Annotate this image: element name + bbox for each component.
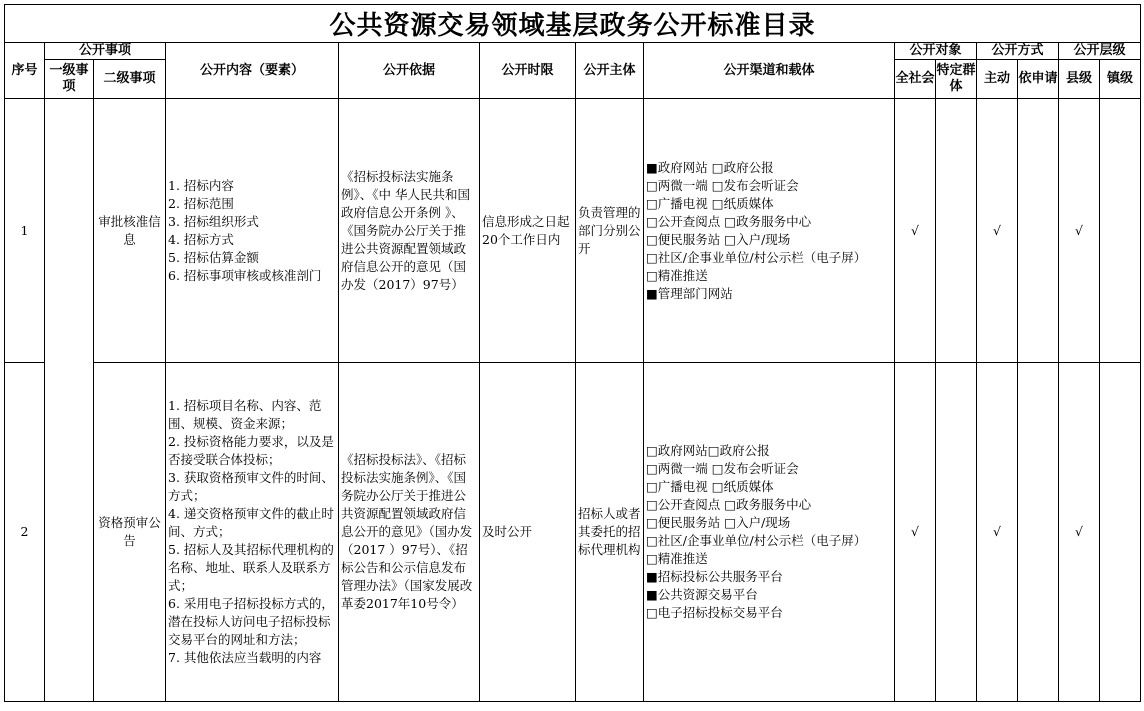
header-matters: 公开事项 xyxy=(45,43,166,60)
check-method-request xyxy=(1018,363,1059,702)
check-method-request xyxy=(1018,99,1059,363)
header-target-group: 特定群体 xyxy=(936,60,977,99)
header-subject: 公开主体 xyxy=(576,43,644,99)
check-target-group xyxy=(936,99,977,363)
content-line: 2. 投标资格能力要求，以及是否接受联合体投标； xyxy=(168,434,334,467)
channel-line: □广播电视 □纸质媒体 xyxy=(646,195,774,211)
header-method: 公开方式 xyxy=(977,43,1059,60)
channel-line: ■政府网站 □政府公报 xyxy=(646,159,774,175)
content-line: 7. 其他依法应当载明的内容 xyxy=(168,650,322,665)
content-line: 3. 招标组织形式 xyxy=(168,213,259,229)
header-level: 公开层级 xyxy=(1059,43,1141,60)
channel-line: ■招标投标公共服务平台 xyxy=(646,569,783,584)
check-level-town xyxy=(1100,99,1141,363)
row-basis: 《招标投标法实施条例》、《中 华人民共和国政府信息公开条例 》、《国务院办公厅关于推进公共资源配置领域政府信息公开的意见（国办发（2017）97号） xyxy=(339,99,480,363)
content-line: 6. 招标事项审核或核准剖门 xyxy=(168,267,322,283)
header-method-request: 依申请 xyxy=(1018,60,1059,99)
header-method-active: 主动 xyxy=(977,60,1018,99)
channel-line: ■管理部门网站 xyxy=(646,285,733,301)
header-seq: 序号 xyxy=(5,43,45,99)
check-target-all: √ xyxy=(895,99,936,363)
table-row xyxy=(5,99,1141,363)
header-level-county: 县级 xyxy=(1059,60,1100,99)
check-target-all: √ xyxy=(895,363,936,702)
content-line: 2. 招标范围 xyxy=(168,195,234,211)
row-subject: 招标人或者其委托的招标代理机构 xyxy=(576,363,644,702)
channel-line: □社区/企事业单位/村公示栏（电子屏） xyxy=(646,249,867,265)
row-seq: 1 xyxy=(5,99,45,363)
header-channels: 公开渠道和载体 xyxy=(644,43,895,99)
header-time-limit: 公开时限 xyxy=(480,43,576,99)
row-content xyxy=(166,363,339,702)
channel-line: ■公共资源交易平台 xyxy=(646,587,758,602)
table-row xyxy=(5,363,1141,702)
row-channels xyxy=(644,363,895,702)
channel-line: □精准推送 xyxy=(646,551,708,566)
row-level1 xyxy=(45,99,94,702)
content-line: 4. 招标方式 xyxy=(168,231,234,247)
row-basis: 《招标投标法》、《招标投标法实施条例》、《国务院办公厅关于推进公共资源配置领域政府信息公开的意见》（国办发（2017 ）97号）、《招标公告和公示信息发布管理办法》（国家发展改革委2017年10号令） xyxy=(339,363,480,702)
header-target-all: 全社会 xyxy=(895,60,936,99)
row-level2: 资格预审公告 xyxy=(94,363,166,702)
row-content xyxy=(166,99,339,363)
page-title: 公共资源交易领域基层政务公开标准目录 xyxy=(5,5,1141,43)
channel-line: □便民服务站 □入户/现场 xyxy=(646,231,791,247)
row-channels xyxy=(644,99,895,363)
check-method-active: √ xyxy=(977,99,1018,363)
channel-line: □公开查阅点 □政务服务中心 xyxy=(646,213,812,229)
content-line: 6. 采用电子招标投标方式的，潜在投标人访问电子招标投标交易平台的网址和方法； xyxy=(168,596,334,647)
channel-line: □两微一端 □发布会听证会 xyxy=(646,461,799,476)
row-subject: 负责管理的部门分别公开 xyxy=(576,99,644,363)
header-content: 公开内容（要素） xyxy=(166,43,339,99)
header-basis: 公开依据 xyxy=(339,43,480,99)
channel-line: □广播电视 □纸质媒体 xyxy=(646,479,774,494)
channel-line: □公开查阅点 □政务服务中心 xyxy=(646,497,812,512)
header-level1: 一级事项 xyxy=(45,60,94,99)
header-level2: 二级事项 xyxy=(94,60,166,99)
check-level-town xyxy=(1100,363,1141,702)
content-line: 5. 招标估算金额 xyxy=(168,249,259,265)
content-line: 1. 招标内容 xyxy=(168,177,234,193)
channel-line: □两微一端 □发布会听证会 xyxy=(646,177,799,193)
header-level-town: 镇级 xyxy=(1100,60,1141,99)
check-target-group xyxy=(936,363,977,702)
header-target: 公开对象 xyxy=(895,43,977,60)
content-line: 4. 递交资格预审文件的截止时间、方式； xyxy=(168,506,334,539)
check-level-county: √ xyxy=(1059,363,1100,702)
check-level-county: √ xyxy=(1059,99,1100,363)
row-seq: 2 xyxy=(5,363,45,702)
catalog-table xyxy=(4,4,1141,702)
content-line: 5. 招标人及其招标代理机构的名称、地址、联系人及联系方式； xyxy=(168,542,334,593)
content-line: 3. 获取资格预审文件的时间、方式； xyxy=(168,470,334,503)
check-method-active: √ xyxy=(977,363,1018,702)
channel-line: □电子招标投标交易平台 xyxy=(646,605,783,620)
row-time-limit: 信息形成之日起20个工作日内 xyxy=(480,99,576,363)
row-level2: 审批核准信息 xyxy=(94,99,166,363)
channel-line: □精准推送 xyxy=(646,267,708,283)
row-time-limit: 及时公开 xyxy=(480,363,576,702)
channel-line: □便民服务站 □入户/现场 xyxy=(646,515,791,530)
channel-line: □社区/企事业单位/村公示栏（电子屏） xyxy=(646,533,867,548)
content-line: 1. 招标项目名称、内容、范围、规模、资金来源； xyxy=(168,398,322,431)
channel-line: □政府网站□政府公报 xyxy=(646,443,770,458)
